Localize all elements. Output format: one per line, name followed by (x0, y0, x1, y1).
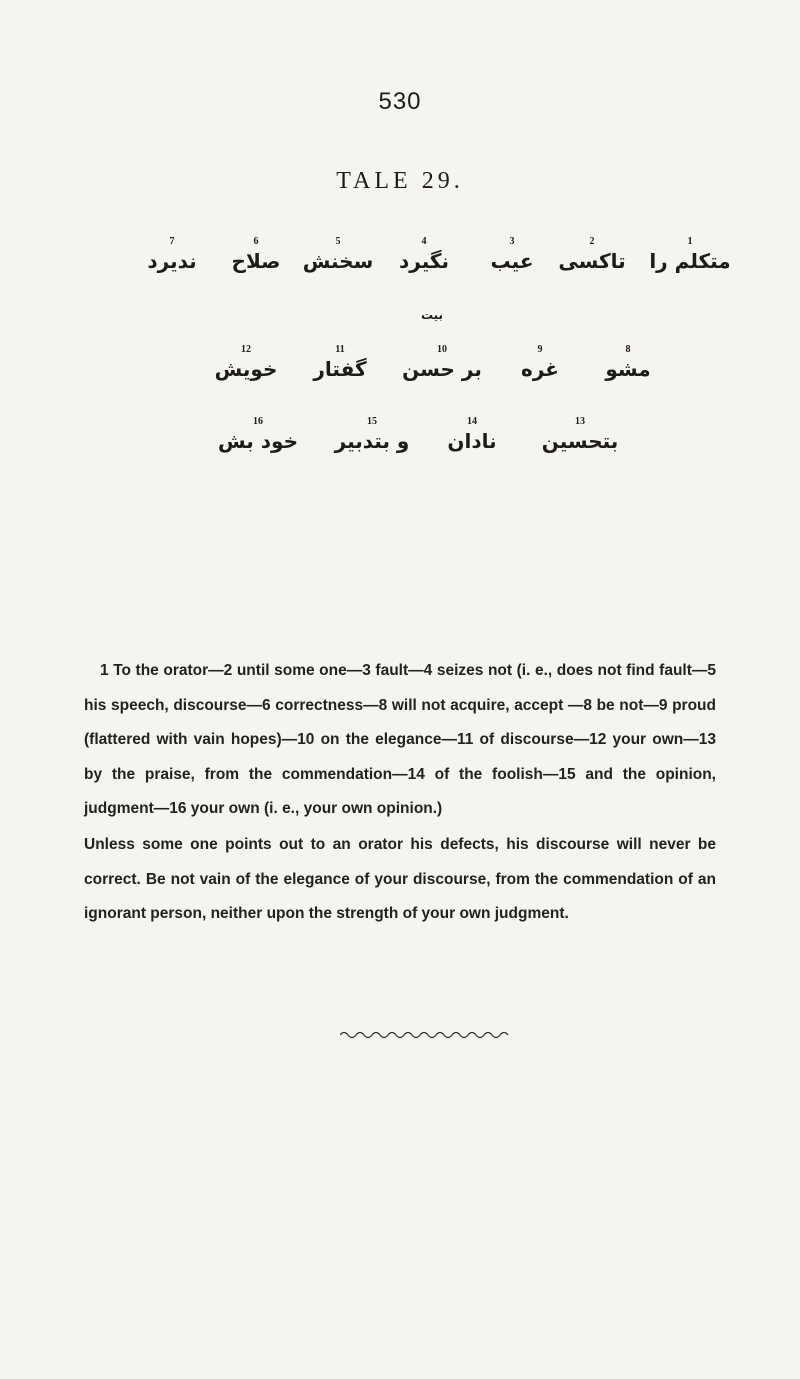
gloss-number: 16 (253, 416, 263, 427)
gloss-number: 14 (467, 416, 477, 427)
gloss-word: ﺻﻼﺡ (231, 249, 281, 273)
gloss-row-3 (0, 344, 800, 404)
gloss-word: ﺑﻴﺖ (420, 308, 444, 322)
gloss-row-1 (0, 236, 800, 296)
gloss-item (402, 344, 482, 382)
gloss-number: 13 (574, 416, 585, 427)
gloss-word: ﻣﺸﻮ (605, 357, 651, 381)
gloss-item (521, 344, 559, 382)
gloss-word: ﻧﮕﻴﺮﺩ (398, 249, 450, 273)
gloss-item (313, 344, 366, 382)
gloss-word: ﻋﻴﺐ (490, 249, 534, 273)
gloss-number: 6 (253, 236, 259, 247)
gloss-number: 12 (240, 344, 251, 355)
gloss-item (232, 236, 281, 274)
gloss-word: ﺧﻮﻳﺶ (214, 357, 278, 381)
gloss-word: ﮔﻔﺘﺎﺭ (313, 357, 367, 381)
gloss-number: 10 (437, 344, 447, 355)
gloss-word: ﻧﺎﺩﺍﻥ (447, 429, 497, 453)
gloss-number: 9 (537, 344, 543, 355)
gloss-item (605, 344, 650, 382)
gloss-number: 2 (589, 236, 595, 247)
tale-title: TALE 29. (336, 168, 464, 194)
gloss-word: ﺗﺎﻛﺴﻰ (558, 249, 626, 273)
gloss-number: 11 (335, 344, 345, 355)
gloss-number: 4 (421, 236, 427, 247)
gloss-item (399, 236, 449, 274)
gloss-item (558, 236, 625, 274)
gloss-word: ﺧﻮﺩ ﺑﺶ (218, 429, 298, 453)
verse-marker (421, 302, 443, 328)
wavy-rule-ornament (340, 1028, 512, 1042)
gloss-word: ﻧﺪﻳﺮﺩ (147, 249, 197, 273)
gloss-item (335, 416, 410, 454)
gloss-number: 7 (169, 236, 175, 247)
gloss-number: 3 (509, 236, 515, 247)
gloss-word: ﻏﺮﻩ (521, 357, 559, 381)
gloss-item (491, 236, 534, 274)
glossary-paragraph: 1 To the orator—2 until some one—3 fault—4 seizes not (i. e., does not find fault—5 his speech, discourse—6 correctness—8 will not acquire, accept —8 be not—9 proud (flattered with vain hopes)—10 on the elegance—11 of discourse—12 your own—13 by the praise, from the commendation—14 of the foolish—15 and the opinion, judgment—16 your own (i. e., your own opinion.) (84, 662, 716, 817)
gloss-number: 5 (335, 236, 341, 247)
gloss-item (649, 236, 730, 274)
gloss-item (218, 416, 298, 454)
gloss-word: ﻭ ﺑﺘﺪﺑﻴﺮ (334, 429, 410, 453)
gloss-item (147, 236, 196, 274)
gloss-word: ﺳﺨﻨﺶ (302, 249, 374, 273)
gloss-number: 15 (367, 416, 377, 427)
translation-paragraph: Unless some one points out to an orator his defects, his discourse will never be correct. Be not vain of the elegance of your discourse, from the commendation of an ignorant person, neither upon the strength of your own judgment. (84, 836, 716, 922)
gloss-word: ﻣﺘﻜﻠﻢ ﺭﺍ (649, 249, 731, 273)
gloss-row-4 (0, 416, 800, 476)
gloss-word: ﺑﺘﺤﺴﻴﻦ (541, 429, 619, 453)
gloss-number: 8 (625, 344, 631, 355)
gloss-word: ﺑﺮ ﺣﺴﻦ (402, 357, 482, 381)
gloss-item (303, 236, 374, 274)
page-number: 530 (378, 88, 422, 115)
gloss-item (215, 344, 278, 382)
gloss-item (542, 416, 619, 454)
gloss-item (447, 416, 496, 454)
gloss-number: 1 (687, 236, 693, 247)
